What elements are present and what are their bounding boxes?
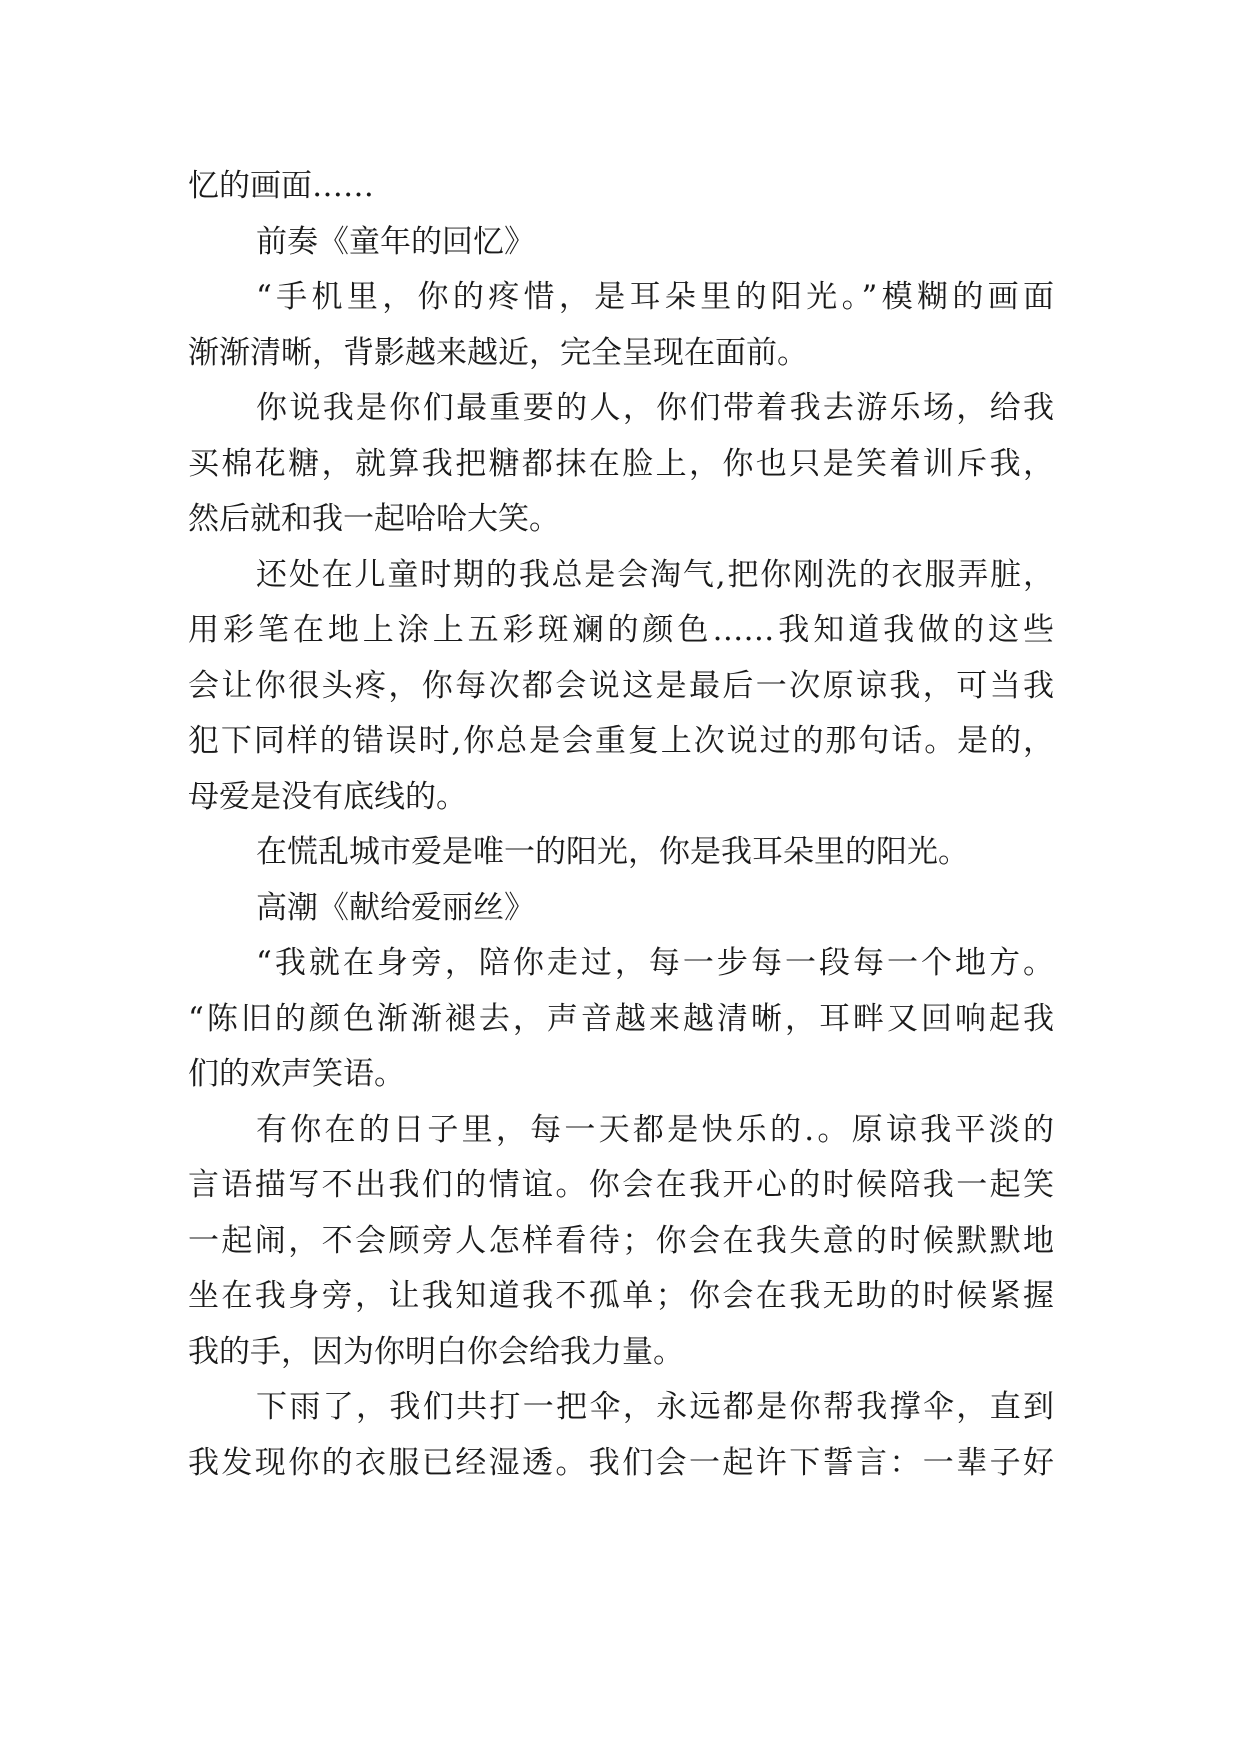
text-line: “手机里，你的疼惜，是耳朵里的阳光。”模糊的画面 (256, 279, 1054, 315)
section-heading-climax: 高潮《献给爱丽丝》 (256, 889, 535, 926)
text-line: 们的欢声笑语。 (188, 1056, 405, 1092)
text-line: 有你在的日子里，每一天都是快乐的.。原谅我平淡的 (256, 1111, 1054, 1148)
text-line: “陈旧的颜色渐渐褪去，声音越来越清晰，耳畔又回响起我 (188, 1000, 1054, 1037)
text-line: 渐渐清晰，背影越来越近，完全呈现在面前。 (188, 334, 808, 371)
text-line: 一起闹，不会顾旁人怎样看待；你会在我失意的时候默默地 (188, 1222, 1054, 1259)
text-line: 还处在儿童时期的我总是会淘气,把你刚洗的衣服弄脏， (256, 556, 1054, 593)
text-line: 言语描写不出我们的情谊。你会在我开心的时候陪我一起笑 (188, 1167, 1054, 1203)
text-line: 你说我是你们最重要的人，你们带着我去游乐场，给我 (256, 390, 1054, 426)
section-heading-prelude: 前奏《童年的回忆》 (256, 223, 535, 260)
text-line: 在慌乱城市爱是唯一的阳光，你是我耳朵里的阳光。 (256, 834, 969, 870)
text-line: 我的手，因为你明白你会给我力量。 (188, 1333, 684, 1370)
text-line: 母爱是没有底线的。 (188, 778, 467, 815)
text-line: 犯下同样的错误时,你总是会重复上次说过的那句话。是的， (188, 723, 1054, 759)
text-line: “我就在身旁，陪你走过，每一步每一段每一个地方。 (256, 945, 1054, 981)
text-line: 会让你很头疼，你每次都会说这是最后一次原谅我，可当我 (188, 667, 1054, 704)
text-line: 下雨了，我们共打一把伞，永远都是你帮我撑伞，直到 (256, 1389, 1054, 1425)
text-line: 我发现你的衣服已经湿透。我们会一起许下誓言：一辈子好 (188, 1444, 1054, 1481)
text-line: 用彩笔在地上涂上五彩斑斓的颜色……我知道我做的这些 (188, 612, 1054, 648)
text-line: 忆的画面…… (188, 168, 374, 204)
text-line: 然后就和我一起哈哈大笑。 (188, 501, 560, 537)
body-text (188, 159, 1054, 1491)
text-line: 坐在我身旁，让我知道我不孤单；你会在我无助的时候紧握 (188, 1278, 1054, 1314)
text-line: 买棉花糖，就算我把糖都抹在脸上，你也只是笑着训斥我， (188, 445, 1054, 482)
